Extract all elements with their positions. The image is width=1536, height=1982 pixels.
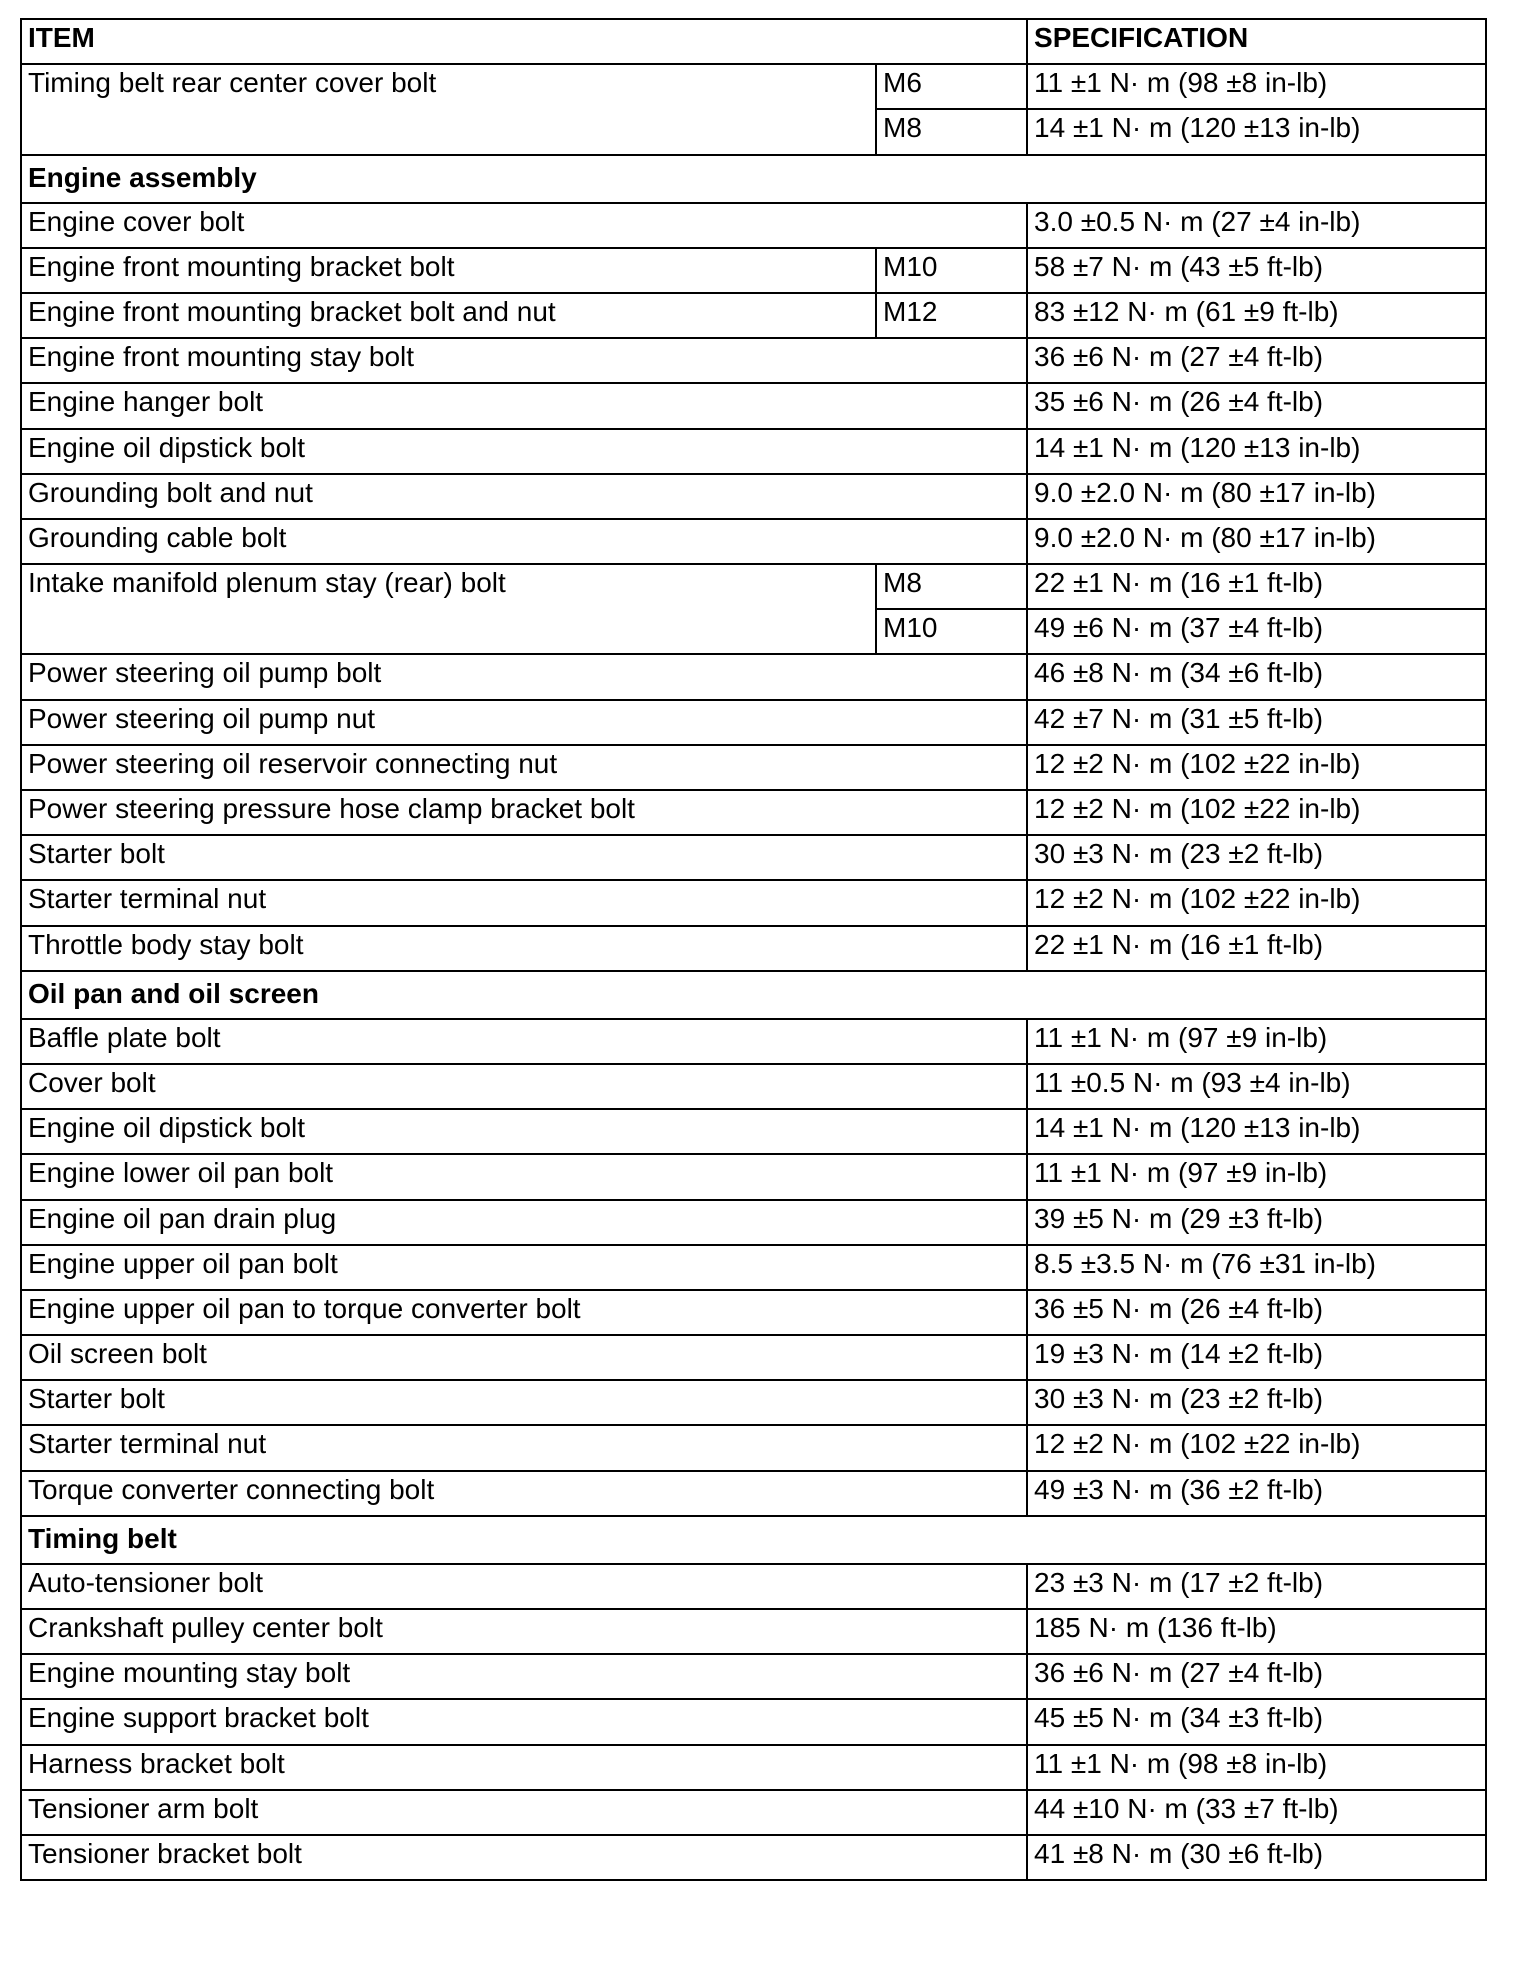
table-row bbox=[21, 1835, 1486, 1880]
table-row bbox=[21, 1745, 1486, 1790]
table-row bbox=[21, 1335, 1486, 1380]
header-row bbox=[21, 19, 1486, 64]
table-row bbox=[21, 835, 1486, 880]
item-cell: Starter bolt bbox=[21, 1380, 1027, 1425]
item-cell: Engine front mounting stay bolt bbox=[21, 338, 1027, 383]
item-cell: Engine upper oil pan bolt bbox=[21, 1245, 1027, 1290]
item-cell: Auto-tensioner bolt bbox=[21, 1564, 1027, 1609]
table-row bbox=[21, 1380, 1486, 1425]
item-cell: Engine support bracket bolt bbox=[21, 1699, 1027, 1744]
section-row bbox=[21, 155, 1486, 203]
spec-cell: 11 ±1 N· m (97 ±9 in-lb) bbox=[1027, 1154, 1486, 1199]
table-row bbox=[21, 519, 1486, 564]
item-cell: Crankshaft pulley center bolt bbox=[21, 1609, 1027, 1654]
torque-spec-table bbox=[20, 18, 1487, 1881]
spec-cell: 46 ±8 N· m (34 ±6 ft-lb) bbox=[1027, 654, 1486, 699]
item-cell: Cover bolt bbox=[21, 1064, 1027, 1109]
size-cell: M10 bbox=[876, 609, 1027, 654]
table-row bbox=[21, 1019, 1486, 1064]
table-row bbox=[21, 1290, 1486, 1335]
item-cell: Tensioner bracket bolt bbox=[21, 1835, 1027, 1880]
item-cell: Engine mounting stay bolt bbox=[21, 1654, 1027, 1699]
table-row bbox=[21, 474, 1486, 519]
item-cell: Engine oil dipstick bolt bbox=[21, 429, 1027, 474]
table-row bbox=[21, 1699, 1486, 1744]
spec-cell: 9.0 ±2.0 N· m (80 ±17 in-lb) bbox=[1027, 519, 1486, 564]
table-row bbox=[21, 1245, 1486, 1290]
table-row bbox=[21, 654, 1486, 699]
item-cell: Power steering oil reservoir connecting nut bbox=[21, 745, 1027, 790]
spec-cell: 8.5 ±3.5 N· m (76 ±31 in-lb) bbox=[1027, 1245, 1486, 1290]
item-cell: Harness bracket bolt bbox=[21, 1745, 1027, 1790]
size-cell: M6 bbox=[876, 64, 1027, 109]
item-cell: Engine hanger bolt bbox=[21, 383, 1027, 428]
size-cell: M8 bbox=[876, 109, 1027, 154]
table-row bbox=[21, 248, 1486, 293]
section-row bbox=[21, 971, 1486, 1019]
table-row bbox=[21, 1064, 1486, 1109]
spec-cell: 36 ±6 N· m (27 ±4 ft-lb) bbox=[1027, 338, 1486, 383]
item-cell: Oil screen bolt bbox=[21, 1335, 1027, 1380]
table-row bbox=[21, 700, 1486, 745]
item-cell: Engine upper oil pan to torque converter bolt bbox=[21, 1290, 1027, 1335]
table-row bbox=[21, 1154, 1486, 1199]
spec-cell: 9.0 ±2.0 N· m (80 ±17 in-lb) bbox=[1027, 474, 1486, 519]
item-cell: Grounding bolt and nut bbox=[21, 474, 1027, 519]
spec-cell: 36 ±5 N· m (26 ±4 ft-lb) bbox=[1027, 1290, 1486, 1335]
spec-cell: 23 ±3 N· m (17 ±2 ft-lb) bbox=[1027, 1564, 1486, 1609]
item-cell: Baffle plate bolt bbox=[21, 1019, 1027, 1064]
table-row bbox=[21, 1109, 1486, 1154]
item-cell: Engine front mounting bracket bolt bbox=[21, 248, 876, 293]
item-cell: Engine cover bolt bbox=[21, 203, 1027, 248]
spec-cell: 12 ±2 N· m (102 ±22 in-lb) bbox=[1027, 745, 1486, 790]
spec-cell: 44 ±10 N· m (33 ±7 ft-lb) bbox=[1027, 1790, 1486, 1835]
spec-cell: 22 ±1 N· m (16 ±1 ft-lb) bbox=[1027, 926, 1486, 971]
header-item: ITEM bbox=[21, 19, 1027, 64]
spec-cell: 12 ±2 N· m (102 ±22 in-lb) bbox=[1027, 1425, 1486, 1470]
spec-cell: 45 ±5 N· m (34 ±3 ft-lb) bbox=[1027, 1699, 1486, 1744]
table-row bbox=[21, 745, 1486, 790]
table-row bbox=[21, 1564, 1486, 1609]
item-cell: Starter terminal nut bbox=[21, 1425, 1027, 1470]
table-row bbox=[21, 1425, 1486, 1470]
item-cell: Throttle body stay bolt bbox=[21, 926, 1027, 971]
section-title: Engine assembly bbox=[21, 155, 1486, 203]
item-cell: Power steering pressure hose clamp bracket bolt bbox=[21, 790, 1027, 835]
item-cell: Tensioner arm bolt bbox=[21, 1790, 1027, 1835]
item-cell: Timing belt rear center cover bolt bbox=[21, 64, 876, 154]
section-title: Timing belt bbox=[21, 1516, 1486, 1564]
table-row bbox=[21, 1471, 1486, 1516]
spec-cell: 11 ±0.5 N· m (93 ±4 in-lb) bbox=[1027, 1064, 1486, 1109]
spec-cell: 14 ±1 N· m (120 ±13 in-lb) bbox=[1027, 1109, 1486, 1154]
spec-cell: 14 ±1 N· m (120 ±13 in-lb) bbox=[1027, 109, 1486, 154]
table-row bbox=[21, 383, 1486, 428]
item-cell: Intake manifold plenum stay (rear) bolt bbox=[21, 564, 876, 654]
item-cell: Starter bolt bbox=[21, 835, 1027, 880]
size-cell: M8 bbox=[876, 564, 1027, 609]
item-cell: Engine front mounting bracket bolt and nut bbox=[21, 293, 876, 338]
item-cell: Power steering oil pump bolt bbox=[21, 654, 1027, 699]
spec-cell: 49 ±6 N· m (37 ±4 ft-lb) bbox=[1027, 609, 1486, 654]
spec-cell: 58 ±7 N· m (43 ±5 ft-lb) bbox=[1027, 248, 1486, 293]
spec-cell: 35 ±6 N· m (26 ±4 ft-lb) bbox=[1027, 383, 1486, 428]
spec-cell: 83 ±12 N· m (61 ±9 ft-lb) bbox=[1027, 293, 1486, 338]
spec-cell: 30 ±3 N· m (23 ±2 ft-lb) bbox=[1027, 835, 1486, 880]
section-row bbox=[21, 1516, 1486, 1564]
spec-cell: 12 ±2 N· m (102 ±22 in-lb) bbox=[1027, 880, 1486, 925]
spec-cell: 22 ±1 N· m (16 ±1 ft-lb) bbox=[1027, 564, 1486, 609]
spec-cell: 11 ±1 N· m (98 ±8 in-lb) bbox=[1027, 64, 1486, 109]
spec-cell: 49 ±3 N· m (36 ±2 ft-lb) bbox=[1027, 1471, 1486, 1516]
spec-cell: 39 ±5 N· m (29 ±3 ft-lb) bbox=[1027, 1200, 1486, 1245]
size-cell: M10 bbox=[876, 248, 1027, 293]
table-row bbox=[21, 926, 1486, 971]
item-cell: Power steering oil pump nut bbox=[21, 700, 1027, 745]
spec-cell: 36 ±6 N· m (27 ±4 ft-lb) bbox=[1027, 1654, 1486, 1699]
section-title: Oil pan and oil screen bbox=[21, 971, 1486, 1019]
spec-cell: 185 N· m (136 ft-lb) bbox=[1027, 1609, 1486, 1654]
spec-cell: 12 ±2 N· m (102 ±22 in-lb) bbox=[1027, 790, 1486, 835]
table-row bbox=[21, 564, 1486, 609]
header-specification: SPECIFICATION bbox=[1027, 19, 1486, 64]
table-row bbox=[21, 293, 1486, 338]
table-row bbox=[21, 1654, 1486, 1699]
spec-cell: 19 ±3 N· m (14 ±2 ft-lb) bbox=[1027, 1335, 1486, 1380]
table-row bbox=[21, 790, 1486, 835]
spec-cell: 30 ±3 N· m (23 ±2 ft-lb) bbox=[1027, 1380, 1486, 1425]
item-cell: Torque converter connecting bolt bbox=[21, 1471, 1027, 1516]
table-row bbox=[21, 338, 1486, 383]
spec-cell: 11 ±1 N· m (98 ±8 in-lb) bbox=[1027, 1745, 1486, 1790]
item-cell: Grounding cable bolt bbox=[21, 519, 1027, 564]
spec-cell: 3.0 ±0.5 N· m (27 ±4 in-lb) bbox=[1027, 203, 1486, 248]
item-cell: Engine oil dipstick bolt bbox=[21, 1109, 1027, 1154]
table-row bbox=[21, 880, 1486, 925]
spec-cell: 41 ±8 N· m (30 ±6 ft-lb) bbox=[1027, 1835, 1486, 1880]
item-cell: Engine lower oil pan bolt bbox=[21, 1154, 1027, 1199]
item-cell: Engine oil pan drain plug bbox=[21, 1200, 1027, 1245]
table-row bbox=[21, 203, 1486, 248]
item-cell: Starter terminal nut bbox=[21, 880, 1027, 925]
table-row bbox=[21, 1609, 1486, 1654]
table-row bbox=[21, 1790, 1486, 1835]
table-row bbox=[21, 429, 1486, 474]
spec-cell: 42 ±7 N· m (31 ±5 ft-lb) bbox=[1027, 700, 1486, 745]
table-row bbox=[21, 64, 1486, 109]
spec-cell: 11 ±1 N· m (97 ±9 in-lb) bbox=[1027, 1019, 1486, 1064]
table-row bbox=[21, 1200, 1486, 1245]
size-cell: M12 bbox=[876, 293, 1027, 338]
spec-cell: 14 ±1 N· m (120 ±13 in-lb) bbox=[1027, 429, 1486, 474]
